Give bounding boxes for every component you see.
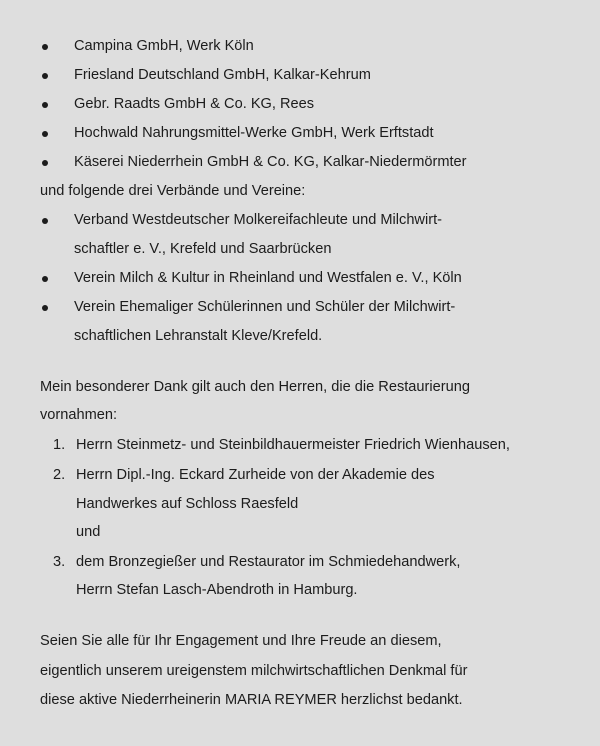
list-item: Hochwald Nahrungsmittel-Werke GmbH, Werk Erftstadt: [74, 125, 434, 141]
list-item: dem Bronzegießer und Restaurator im Schmiedehandwerk,: [76, 554, 461, 570]
bullet-icon: [42, 44, 48, 50]
bullet-icon: [42, 102, 48, 108]
list-number: 3.: [53, 554, 66, 570]
list-number: 2.: [53, 467, 66, 483]
list-item-continuation: Handwerkes auf Schloss Raesfeld: [76, 496, 299, 512]
bullet-icon: [42, 276, 48, 282]
bullet-icon: [42, 73, 48, 79]
list-item-continuation: und: [76, 524, 101, 540]
thanks-paragraph-line: vornahmen:: [40, 407, 118, 423]
bullet-icon: [42, 131, 48, 137]
thanks-paragraph-line: Mein besonderer Dank gilt auch den Herren, die die Restaurierung: [40, 379, 470, 395]
closing-paragraph-line: eigentlich unserem ureigenstem milchwirtschaftlichen Denkmal für: [40, 663, 468, 679]
list-number: 1.: [53, 437, 66, 453]
list-item-continuation: Herrn Stefan Lasch-Abendroth in Hamburg.: [76, 582, 358, 598]
list-item: Verband Westdeutscher Molkereifachleute und Milchwirt-: [74, 212, 442, 228]
closing-paragraph-line: diese aktive Niederrheinerin MARIA REYMER herzlichst bedankt.: [40, 692, 463, 708]
list-item: Herrn Steinmetz- und Steinbildhauermeister Friedrich Wienhausen,: [76, 437, 510, 453]
list-item-continuation: schaftler e. V., Krefeld und Saarbrücken: [74, 241, 332, 257]
list-item: Friesland Deutschland GmbH, Kalkar-Kehrum: [74, 67, 371, 83]
bullet-icon: [42, 160, 48, 166]
list-item-continuation: schaftlichen Lehranstalt Kleve/Krefeld.: [74, 328, 323, 344]
closing-paragraph-line: Seien Sie alle für Ihr Engagement und Ihre Freude an diesem,: [40, 633, 442, 649]
list-item: Gebr. Raadts GmbH & Co. KG, Rees: [74, 96, 315, 112]
associations-intro: und folgende drei Verbände und Vereine:: [40, 183, 306, 199]
bullet-icon: [42, 218, 48, 224]
list-item: Verein Milch & Kultur in Rheinland und Westfalen e. V., Köln: [74, 270, 462, 286]
list-item: Herrn Dipl.-Ing. Eckard Zurheide von der Akademie des: [76, 467, 435, 483]
list-item: Verein Ehemaliger Schülerinnen und Schüler der Milchwirt-: [74, 299, 456, 315]
list-item: Käserei Niederrhein GmbH & Co. KG, Kalkar-Niedermörmter: [74, 154, 467, 170]
list-item: Campina GmbH, Werk Köln: [74, 38, 254, 54]
bullet-icon: [42, 305, 48, 311]
